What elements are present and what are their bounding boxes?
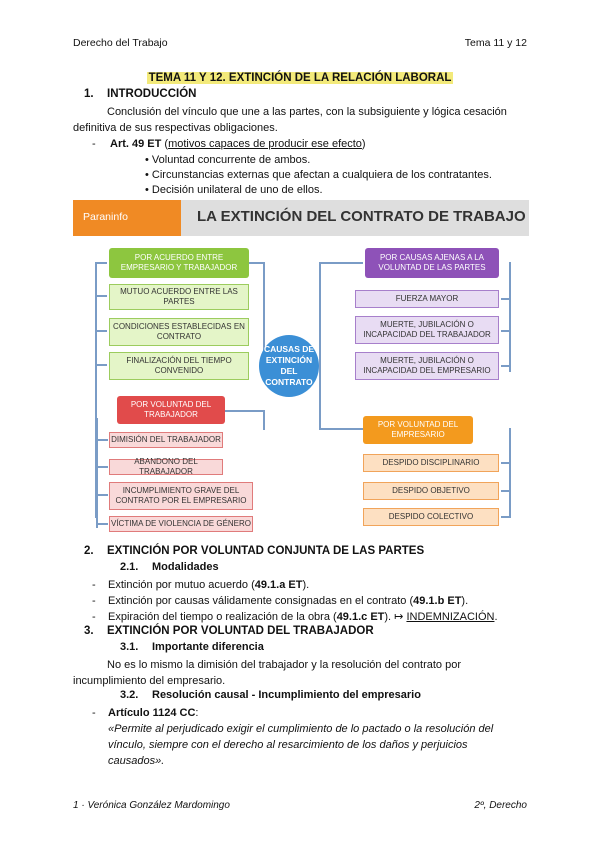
modalidad-2-ref: 49.1.b ET	[413, 595, 462, 607]
ajenas-item-1: FUERZA MAYOR	[355, 290, 499, 308]
quote-line-2: vínculo, siempre con el derecho al resarcimiento de los daños y perjuicios	[108, 739, 468, 751]
trabajador-item-1: DIMISIÓN DEL TRABAJADOR	[109, 432, 223, 448]
connector	[319, 428, 363, 430]
connector	[96, 494, 108, 496]
acuerdo-item-2: CONDICIONES ESTABLECIDAS EN CONTRATO	[109, 318, 249, 346]
modalidad-1	[108, 577, 309, 593]
dash-art49: -	[92, 138, 96, 150]
trabajador-item-4: VÍCTIMA DE VIOLENCIA DE GÉNERO	[109, 516, 253, 532]
modalidad-3-ref: 49.1.c ET	[336, 611, 385, 623]
art49-line	[110, 136, 366, 152]
modalidad-1-text: Extinción por mutuo acuerdo (	[108, 579, 255, 591]
section-3-1-heading: Importante diferencia	[152, 641, 264, 653]
connector	[96, 439, 108, 441]
trabajador-item-2: ABANDONO DEL TRABAJADOR	[109, 459, 223, 475]
diagram-title: LA EXTINCIÓN DEL CONTRATO DE TRABAJO	[197, 208, 526, 225]
modalidad-2	[108, 593, 468, 609]
section-3-para-line1: No es lo mismo la dimisión del trabajador y la resolución del contrato por	[107, 659, 462, 671]
modalidad-2-text: Extinción por causas válidamente consignadas en el contrato (	[108, 595, 414, 607]
connector-right-purple	[509, 262, 511, 372]
connector-center-up	[263, 262, 265, 352]
footer-course: 2º, Derecho	[474, 800, 527, 811]
art1124-line	[108, 705, 198, 721]
section-1-heading: INTRODUCCIÓN	[107, 88, 197, 100]
connector	[96, 523, 108, 525]
empresario-item-3: DESPIDO COLECTIVO	[363, 508, 499, 526]
section-3-2-heading: Resolución causal - Incumplimiento del empresario	[152, 689, 421, 701]
group-acuerdo-head: POR ACUERDO ENTRE EMPRESARIO Y TRABAJADOR	[109, 248, 249, 278]
quote-line-1: «Permite al perjudicado exigir el cumplimiento de lo pactado o la resolución del	[108, 723, 494, 735]
group-ajenas-head: POR CAUSAS AJENAS A LA VOLUNTAD DE LAS PARTES	[365, 248, 499, 278]
section-2-number: 2.	[84, 545, 94, 557]
center-causes: CAUSAS DE EXTINCIÓN DEL CONTRATO	[259, 335, 319, 397]
section-1-para-line1: Conclusión del vínculo que une a las partes, con la subsiguiente y lógica cesación	[107, 106, 507, 118]
connector	[501, 330, 511, 332]
bullet-1: • Voluntad concurrente de ambos.	[145, 154, 311, 166]
art49-paren-close: )	[361, 138, 366, 150]
dash: -	[92, 611, 96, 623]
connector	[319, 262, 363, 264]
extinction-diagram	[73, 200, 529, 537]
header-course: Derecho del Trabajo	[73, 37, 168, 49]
connector	[501, 298, 511, 300]
connector	[501, 365, 511, 367]
connector	[95, 295, 107, 297]
section-2-heading: EXTINCIÓN POR VOLUNTAD CONJUNTA DE LAS PARTES	[107, 545, 425, 557]
section-2-1-number: 2.1.	[120, 561, 139, 573]
art49-ref: Art. 49 ET	[110, 138, 162, 150]
bullet-2: • Circunstancias externas que afectan a cualquiera de los contratantes.	[145, 169, 492, 181]
connector	[319, 262, 321, 350]
connector-right	[319, 350, 321, 430]
group-empresario-head: POR VOLUNTAD DEL EMPRESARIO	[363, 416, 473, 444]
section-1-para-line2: definitiva de sus respectivas obligaciones.	[73, 122, 278, 134]
connector	[95, 262, 107, 264]
modalidad-1-end: ).	[302, 579, 310, 591]
connector-right-orange	[509, 428, 511, 518]
modalidad-3-text: Expiración del tiempo o realización de la obra (	[108, 611, 337, 623]
page-title	[0, 72, 600, 84]
acuerdo-item-3: FINALIZACIÓN DEL TIEMPO CONVENIDO	[109, 352, 249, 380]
modalidad-3-final: .	[494, 611, 498, 623]
section-2-1-heading: Modalidades	[152, 561, 219, 573]
diagram-brand: Paraninfo	[83, 211, 128, 223]
empresario-item-1: DESPIDO DISCIPLINARIO	[363, 454, 499, 472]
connector-left-red	[96, 418, 98, 528]
indemnizacion: INDEMNIZACIÓN	[406, 611, 495, 623]
header-topic: Tema 11 y 12	[464, 37, 527, 49]
section-3-heading: EXTINCIÓN POR VOLUNTAD DEL TRABAJADOR	[107, 625, 374, 637]
modalidad-3-end: ). ↦	[384, 611, 407, 623]
modalidad-2-end: ).	[461, 595, 469, 607]
section-3-para-line2: incumplimiento del empresario.	[73, 675, 226, 687]
page-title-text: TEMA 11 Y 12. EXTINCIÓN DE LA RELACIÓN LABORAL	[148, 72, 452, 84]
art1124-ref: Artículo 1124 CC	[108, 707, 196, 719]
quote-line-3: causados».	[108, 755, 165, 767]
connector-center-down	[263, 410, 265, 430]
art49-note: motivos capaces de producir ese efecto	[168, 138, 362, 150]
section-3-number: 3.	[84, 625, 94, 637]
connector	[96, 466, 108, 468]
group-trabajador-head: POR VOLUNTAD DEL TRABAJADOR	[117, 396, 225, 424]
ajenas-item-3: MUERTE, JUBILACIÓN O INCAPACIDAD DEL EMPRESARIO	[355, 352, 499, 380]
bullet-3: • Decisión unilateral de uno de ellos.	[145, 184, 323, 196]
connector	[501, 516, 511, 518]
section-1-number: 1.	[84, 88, 94, 100]
art49-paren-open: (	[161, 138, 169, 150]
connector	[501, 462, 511, 464]
dash: -	[92, 707, 96, 719]
connector	[225, 410, 265, 412]
acuerdo-item-1: MUTUO ACUERDO ENTRE LAS PARTES	[109, 284, 249, 310]
dash: -	[92, 595, 96, 607]
dash: -	[92, 579, 96, 591]
footer-author: 1 · Verónica González Mardomingo	[73, 800, 230, 811]
art1124-colon: :	[195, 707, 199, 719]
section-3-2-number: 3.2.	[120, 689, 139, 701]
empresario-item-2: DESPIDO OBJETIVO	[363, 482, 499, 500]
connector	[501, 490, 511, 492]
modalidad-3	[108, 609, 498, 625]
connector	[95, 364, 107, 366]
connector	[95, 330, 107, 332]
ajenas-item-2: MUERTE, JUBILACIÓN O INCAPACIDAD DEL TRABAJADOR	[355, 316, 499, 344]
trabajador-item-3: INCUMPLIMIENTO GRAVE DEL CONTRATO POR EL EMPRESARIO	[109, 482, 253, 510]
modalidad-1-ref: 49.1.a ET	[254, 579, 303, 591]
section-3-1-number: 3.1.	[120, 641, 139, 653]
